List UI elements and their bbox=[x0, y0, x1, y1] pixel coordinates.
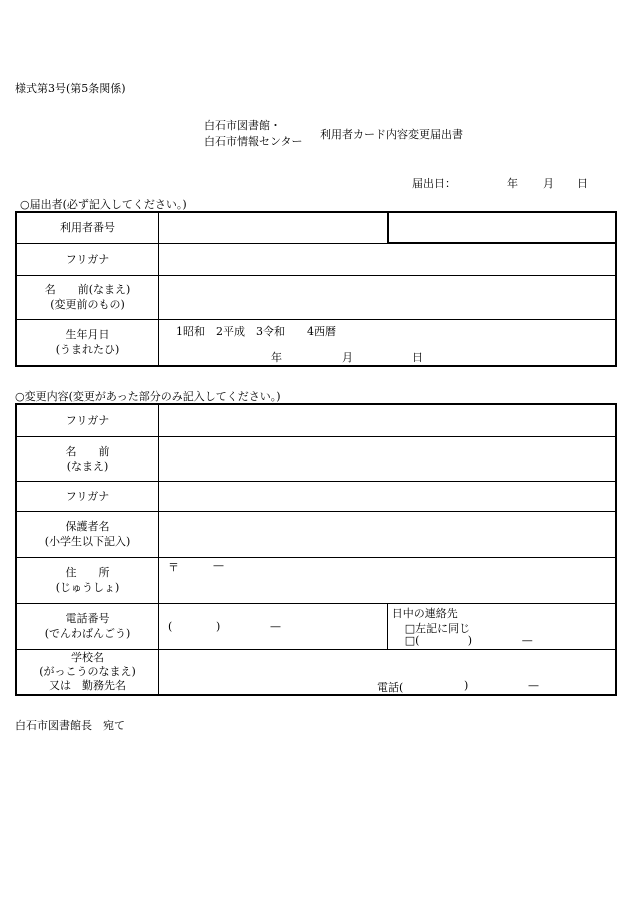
postal-dash: — bbox=[213, 558, 224, 572]
org-name-line1: 白石市図書館・ bbox=[204, 119, 281, 132]
submission-date-month: 月 bbox=[543, 177, 554, 190]
name-field[interactable] bbox=[159, 275, 617, 319]
furigana-field[interactable] bbox=[159, 243, 617, 275]
guardian-label-cell bbox=[16, 511, 159, 557]
daytime-dash: — bbox=[521, 633, 533, 647]
submission-date-year: 年 bbox=[507, 177, 518, 190]
school-label: 学校名 bbox=[71, 650, 104, 664]
phone-dash: — bbox=[270, 619, 281, 633]
org-name-line2: 白石市情報センター bbox=[204, 135, 303, 148]
addressee: 白石市図書館長 宛て bbox=[15, 719, 125, 732]
daytime-other-checkbox[interactable]: □( bbox=[404, 633, 420, 647]
phone-close-paren: ) bbox=[216, 619, 221, 633]
new-name-field[interactable] bbox=[159, 436, 617, 481]
section2-heading: ○変更内容(変更があった部分のみ記入してください。) bbox=[15, 390, 281, 403]
section1-heading: ○届出者(必ず記入してください。) bbox=[20, 198, 187, 211]
school-field[interactable] bbox=[159, 649, 617, 695]
birth-day-label: 日 bbox=[412, 350, 423, 364]
address-label-cell bbox=[16, 557, 159, 603]
school-phone-label: 電話( bbox=[377, 680, 404, 694]
birth-label: 生年月日 bbox=[65, 328, 110, 342]
phone-label: 電話番号 bbox=[65, 612, 110, 625]
school-label-cell bbox=[16, 649, 159, 695]
submission-date-label: 届出日： bbox=[412, 177, 456, 190]
new-name-label-cell bbox=[16, 436, 159, 481]
phone-field[interactable] bbox=[159, 603, 388, 649]
daytime-contact-field bbox=[387, 603, 616, 649]
birth-month-label: 月 bbox=[342, 350, 353, 364]
address-label: 住 所 bbox=[65, 566, 110, 579]
name-sub-label: (変更前のもの) bbox=[50, 298, 125, 311]
new-furigana-label: フリガナ bbox=[16, 404, 159, 436]
user-number-label: 利用者番号 bbox=[16, 212, 159, 243]
guardian-furigana-label: フリガナ bbox=[16, 481, 159, 511]
new-name-sub-label: (なまえ) bbox=[66, 459, 109, 473]
era-options: 1昭和 2平成 3令和 4西暦 bbox=[176, 324, 336, 338]
address-field[interactable] bbox=[159, 557, 617, 603]
applicant-table bbox=[15, 211, 617, 367]
birth-year-label: 年 bbox=[271, 350, 282, 364]
school-phone-close: ) bbox=[464, 678, 469, 692]
phone-open-paren: ( bbox=[168, 619, 173, 633]
guardian-sub-label: (小学生以下記入) bbox=[44, 535, 131, 548]
phone-sub-label: (でんわばんごう) bbox=[44, 627, 131, 640]
name-label: 名 前(なまえ) bbox=[44, 283, 131, 296]
document-title: 利用者カード内容変更届出書 bbox=[320, 128, 463, 141]
school-sub-label: (がっこうのなまえ) bbox=[39, 664, 136, 678]
birth-label-cell bbox=[16, 319, 159, 366]
daytime-contact-label: 日中の連絡先 bbox=[391, 606, 458, 620]
guardian-label: 保護者名 bbox=[65, 520, 110, 533]
new-furigana-field[interactable] bbox=[159, 404, 617, 436]
address-sub-label: (じゅうしょ) bbox=[55, 581, 120, 594]
furigana-label: フリガナ bbox=[16, 243, 159, 275]
new-name-label: 名 前 bbox=[65, 444, 110, 458]
guardian-name-field[interactable] bbox=[159, 511, 617, 557]
name-label-cell bbox=[16, 275, 159, 319]
form-number: 様式第3号(第5条関係) bbox=[15, 82, 126, 95]
changes-table bbox=[15, 403, 617, 696]
submission-date-day: 日 bbox=[577, 177, 588, 190]
daytime-same-checkbox[interactable]: □左記に同じ bbox=[404, 621, 471, 635]
school-phone-dash: — bbox=[528, 678, 539, 692]
daytime-other-close: ) bbox=[467, 633, 473, 647]
birth-sub-label: (うまれたひ) bbox=[55, 343, 120, 357]
workplace-label: 又は 勤務先名 bbox=[49, 678, 126, 692]
postal-mark: 〒 bbox=[168, 560, 179, 574]
user-number-field[interactable] bbox=[159, 212, 617, 243]
guardian-furigana-field[interactable] bbox=[159, 481, 617, 511]
birth-field[interactable] bbox=[159, 319, 617, 366]
phone-label-cell bbox=[16, 603, 159, 649]
